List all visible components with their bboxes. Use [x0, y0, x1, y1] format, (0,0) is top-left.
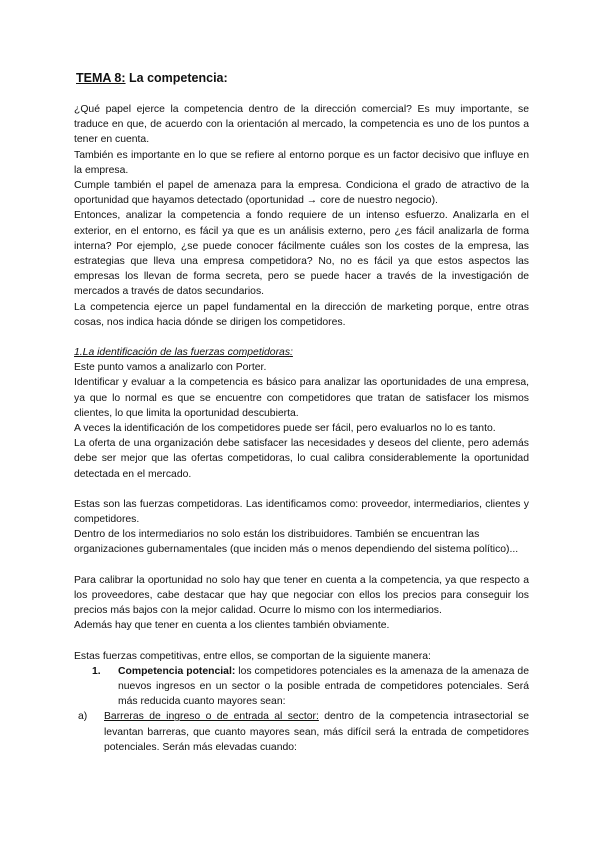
list-letter: a) — [78, 711, 88, 723]
paragraph: Dentro de los intermediarios no solo están los distribuidores. También se encuentran las organizaciones gubernamentales (que inciden más o menos dependiendo del sistema político)... — [74, 529, 519, 556]
page-title — [76, 71, 228, 85]
paragraph: Identificar y evaluar a la competencia es básico para analizar las oportunidades de una empresa, ya que lo normal es que se encuentre con competidores que tratan de satisfacer los mismos clientes, lo que limita la oportunidad descubierta. — [74, 377, 529, 419]
list-item — [74, 664, 529, 710]
list-item — [74, 709, 529, 755]
paragraph: Entonces, analizar la competencia a fondo requiere de un intenso esfuerzo. Analizarla en el exterior, en el entorno, es fácil ya que es un análisis externo, pero ¿es fácil analizarla de forma interna? Por ejemplo, ¿se puede conocer fácilmente cuáles son los costes de la empresa, las estrategias que lleva una empresa competidora? No, no es fácil ya que estos aspectos las empresas los llevan de forma secreta, pero se puede hacer a través de la investigación de mercados a través de datos secundarios. — [74, 210, 529, 298]
paragraph: A veces la identificación de los competidores puede ser fácil, pero evaluarlos no lo es tanto. — [74, 423, 496, 435]
list-number: 1. — [92, 665, 101, 677]
list-item-text: los competidores potenciales es la amenaza de la amenaza de nuevos ingresos en un sector o la posible entrada de competidores potenciales. Será más reducida cuanto mayores sean: — [118, 665, 529, 708]
paragraph: La oferta de una organización debe satisfacer las necesidades y deseos del cliente, pero además debe ser mejor que las ofertas competidoras, lo cual calibra considerablemente la oportunidad detectada en el mercado. — [74, 438, 529, 480]
section-heading: 1.La identificación de las fuerzas competidoras: — [74, 347, 293, 359]
document-body — [74, 102, 529, 755]
list-item-text: dentro de la competencia intrasectorial se levantan barreras, que cuanto mayores sean, más difícil será la entrada de competidores potenciales. Serán más elevadas cuando: — [104, 711, 529, 753]
title-text: La competencia: — [125, 71, 228, 85]
list-item-label: Barreras de ingreso o de entrada al sector: — [104, 711, 319, 723]
paragraph: Cumple también el papel de amenaza para la empresa. Condiciona el grado de atractivo de la oportunidad que hayamos detectado (oportunidad → core de nuestro negocio). — [74, 180, 529, 207]
paragraph: La competencia ejerce un papel fundamental en la dirección de marketing porque, entre otras cosas, nos indica hacia dónde se dirigen los competidores. — [74, 301, 529, 328]
paragraph: Para calibrar la oportunidad no solo hay que tener en cuenta a la competencia, ya que respecto a los proveedores, cabe destacar que hay que negociar con ellos los precios para conseguir los precios más bajos con la mejor calidad. Ocurre lo mismo con los intermediarios. — [74, 574, 529, 617]
paragraph: También es importante en lo que se refiere al entorno porque es un factor decisivo que influye en la empresa. — [74, 149, 529, 176]
list-item-label: Competencia potencial: — [118, 665, 236, 677]
paragraph: Este punto vamos a analizarlo con Porter. — [74, 362, 267, 374]
paragraph: Estas son las fuerzas competidoras. Las identificamos como: proveedor, intermediarios, clientes y competidores. — [74, 498, 529, 526]
title-prefix: TEMA 8: — [76, 71, 126, 85]
paragraph: Estas fuerzas competitivas, entre ellos, se comportan de la siguiente manera: — [74, 650, 431, 662]
paragraph: ¿Qué papel ejerce la competencia dentro de la dirección comercial? Es muy importante, se traduce en que, de acuerdo con la orientación al mercado, la competencia es uno de los puntos a tener en cuenta. — [74, 104, 529, 146]
paragraph: Además hay que tener en cuenta a los clientes también obviamente. — [74, 620, 390, 632]
